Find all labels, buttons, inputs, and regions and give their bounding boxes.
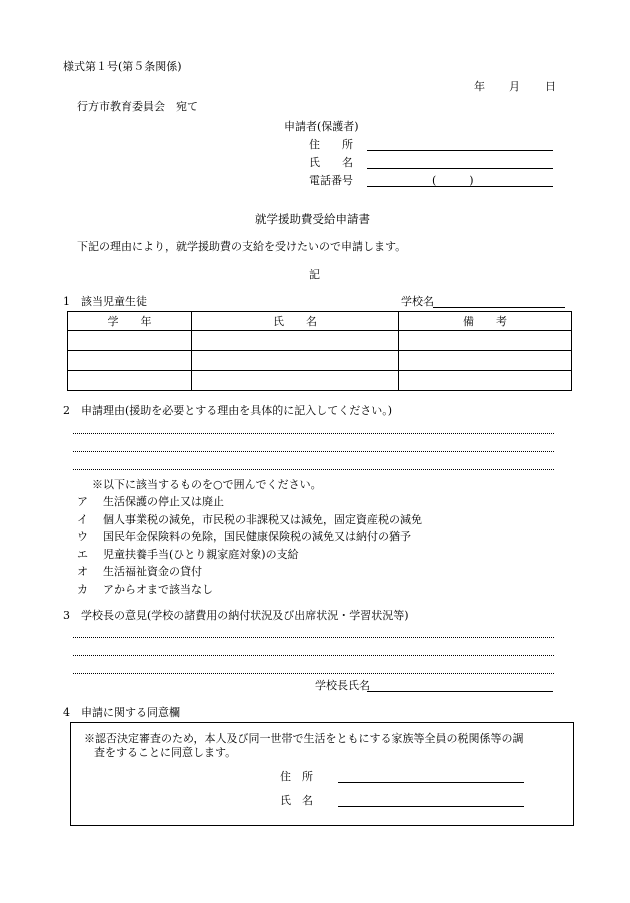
school-name-field[interactable] <box>433 307 565 308</box>
opinion-line-2[interactable] <box>73 655 554 656</box>
form-number: 様式第１号(第５条関係) <box>63 60 182 73</box>
cell-name[interactable] <box>192 371 399 391</box>
school-name-label: 学校名 <box>401 295 434 308</box>
option-text: 国民年金保険料の免除，国民健康保険税の減免又は納付の猶予 <box>103 530 411 543</box>
section4-heading: 4 申請に関する同意欄 <box>63 706 180 719</box>
cell-name[interactable] <box>192 331 399 351</box>
option-text: 個人事業税の減免，市民税の非課税又は減免，固定資産税の減免 <box>103 513 422 526</box>
recipient: 行方市教育委員会 宛て <box>77 100 198 113</box>
consent-name-label: 氏 名 <box>280 794 313 807</box>
cell-grade[interactable] <box>68 331 192 351</box>
option-mark[interactable]: ウ <box>77 530 88 543</box>
cell-remarks[interactable] <box>399 371 572 391</box>
option-mark[interactable]: カ <box>77 583 88 596</box>
cell-remarks[interactable] <box>399 331 572 351</box>
date-month-label: 月 <box>509 80 520 93</box>
date-day-label: 日 <box>545 80 556 93</box>
date-year-label: 年 <box>474 80 485 93</box>
intro-text: 下記の理由により，就学援助費の支給を受けたいので申請します。 <box>77 240 407 253</box>
column-header-remarks: 備 考 <box>399 312 572 331</box>
principal-name-label: 学校長氏名 <box>315 679 370 692</box>
cell-grade[interactable] <box>68 371 192 391</box>
option-mark[interactable]: ア <box>77 495 88 508</box>
table-row <box>68 351 572 371</box>
ki-mark: 記 <box>309 268 320 281</box>
consent-address-label: 住 所 <box>280 770 313 783</box>
students-table <box>67 311 572 391</box>
applicant-address-field[interactable] <box>367 150 553 151</box>
consent-name-field[interactable] <box>338 806 524 807</box>
principal-name-field[interactable] <box>367 691 553 692</box>
cell-name[interactable] <box>192 351 399 371</box>
document-title: 就学援助費受給申請書 <box>255 212 370 226</box>
consent-text-line2: 査をすることに同意します。 <box>94 746 237 759</box>
consent-address-field[interactable] <box>338 782 524 783</box>
opinion-line-3[interactable] <box>73 673 554 674</box>
option-mark[interactable]: オ <box>77 565 88 578</box>
section3-heading: 3 学校長の意見(学校の諸費用の納付状況及び出席状況・学習状況等) <box>63 609 409 622</box>
option-mark[interactable]: イ <box>77 513 88 526</box>
option-text: 生活保護の停止又は廃止 <box>103 495 224 508</box>
applicant-phone-parens: ( ) <box>432 174 474 187</box>
applicant-heading: 申請者(保護者) <box>284 120 359 133</box>
applicant-address-label: 住 所 <box>309 138 353 151</box>
cell-remarks[interactable] <box>399 351 572 371</box>
option-mark[interactable]: エ <box>77 548 88 561</box>
table-row <box>68 331 572 351</box>
option-text: 児童扶養手当(ひとり親家庭対象)の支給 <box>103 548 299 561</box>
cell-grade[interactable] <box>68 351 192 371</box>
table-header-row <box>68 312 572 331</box>
applicant-phone-field[interactable] <box>367 186 553 187</box>
applicant-phone-label: 電話番号 <box>309 174 353 187</box>
table-row <box>68 371 572 391</box>
applicant-name-field[interactable] <box>367 168 553 169</box>
applicant-name-label: 氏 名 <box>309 156 353 169</box>
column-header-grade: 学 年 <box>68 312 192 331</box>
section1-heading: 1 該当児童生徒 <box>63 295 147 308</box>
section2-heading: 2 申請理由(援助を必要とする理由を具体的に記入してください。) <box>63 404 393 417</box>
section2-note: ※以下に該当するものを○で囲んでください。 <box>92 478 322 491</box>
reason-line-2[interactable] <box>73 451 554 452</box>
consent-text-line1: ※認否決定審査のため，本人及び同一世帯で生活をともにする家族等全員の税関係等の調 <box>84 732 524 745</box>
option-text: 生活福祉資金の貸付 <box>103 565 202 578</box>
column-header-name: 氏 名 <box>192 312 399 331</box>
option-text: アからオまで該当なし <box>103 583 213 596</box>
opinion-line-1[interactable] <box>73 637 554 638</box>
reason-line-1[interactable] <box>73 433 554 434</box>
reason-line-3[interactable] <box>73 469 554 470</box>
